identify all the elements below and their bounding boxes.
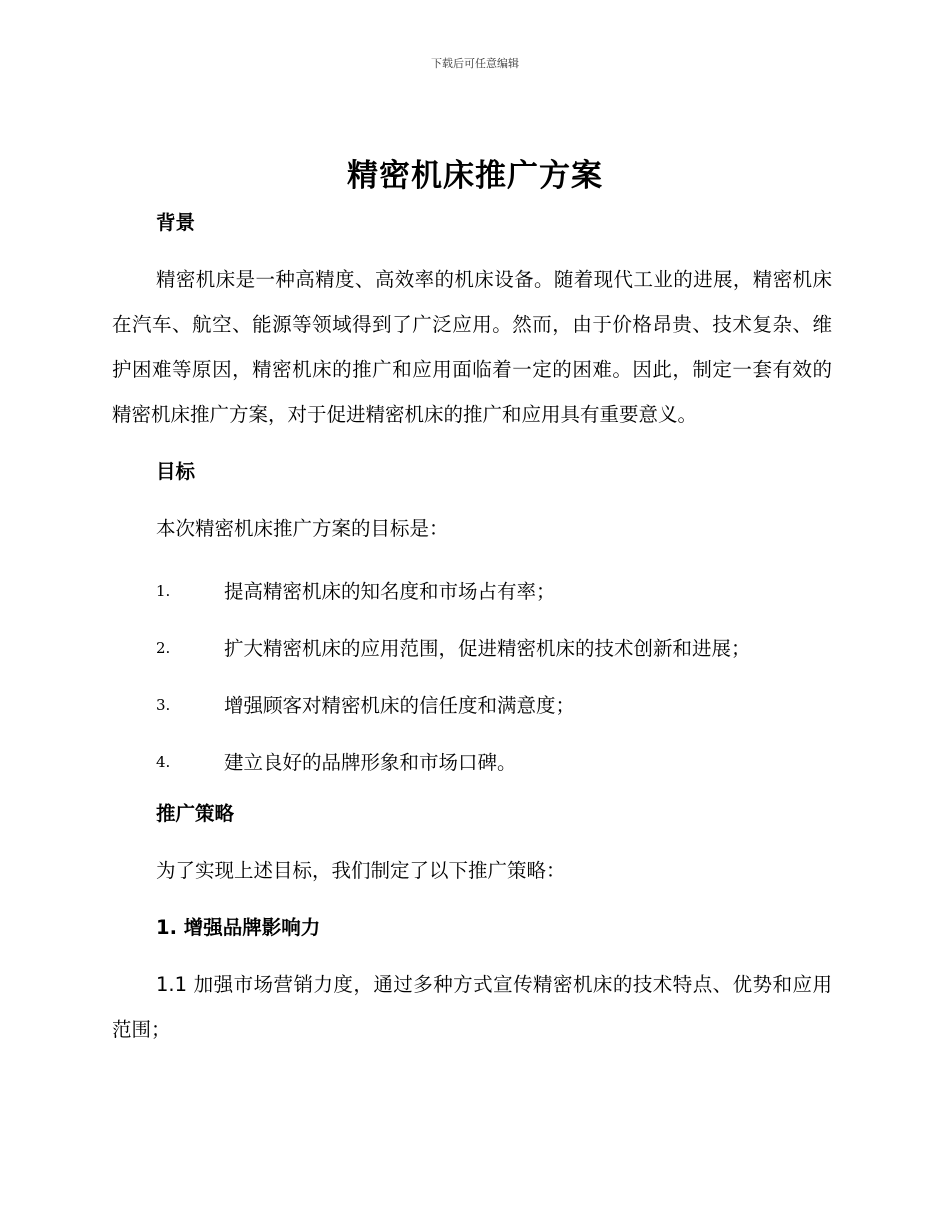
strategy-item-1-1: 1.1 加强市场营销力度，通过多种方式宣传精密机床的技术特点、优势和应用范围；: [112, 973, 832, 1041]
goal-list-text: 建立良好的品牌形象和市场口碑。: [224, 751, 517, 774]
goal-list-number: 2.: [156, 639, 171, 657]
section-heading-goals: 目标: [156, 460, 196, 483]
goal-list-item: [112, 677, 832, 734]
strategy-intro: 为了实现上述目标，我们制定了以下推广策略：: [156, 859, 566, 882]
goal-list-item: [112, 563, 832, 620]
document-title: 精密机床推广方案: [347, 158, 603, 194]
goal-list-number: 3.: [156, 696, 171, 714]
goal-list-item: [112, 620, 832, 677]
goals-intro: 本次精密机床推广方案的目标是：: [156, 517, 449, 540]
goal-list-number: 1.: [156, 582, 171, 600]
goal-list-text: 扩大精密机床的应用范围，促进精密机床的技术创新和进展；: [224, 637, 751, 660]
goal-list-item: [112, 734, 832, 791]
goal-list-text: 增强顾客对精密机床的信任度和满意度；: [224, 694, 576, 717]
section-heading-strategy: 推广策略: [156, 802, 235, 825]
goal-list-number: 4.: [156, 753, 171, 771]
background-paragraph: 精密机床是一种高精度、高效率的机床设备。随着现代工业的进展，精密机床在汽车、航空、能源等领域得到了广泛应用。然而，由于价格昂贵、技术复杂、维护困难等原因，精密机床的推广和应用面临着一定的困难。因此，制定一套有效的精密机床推广方案，对于促进精密机床的推广和应用具有重要意义。: [112, 268, 832, 426]
header-note: 下载后可任意编辑: [431, 57, 519, 70]
goal-list-text: 提高精密机床的知名度和市场占有率；: [224, 580, 556, 603]
subsection-heading-brand: 1. 增强品牌影响力: [156, 916, 321, 939]
document-body: [112, 200, 832, 1052]
section-heading-background: 背景: [156, 211, 196, 234]
